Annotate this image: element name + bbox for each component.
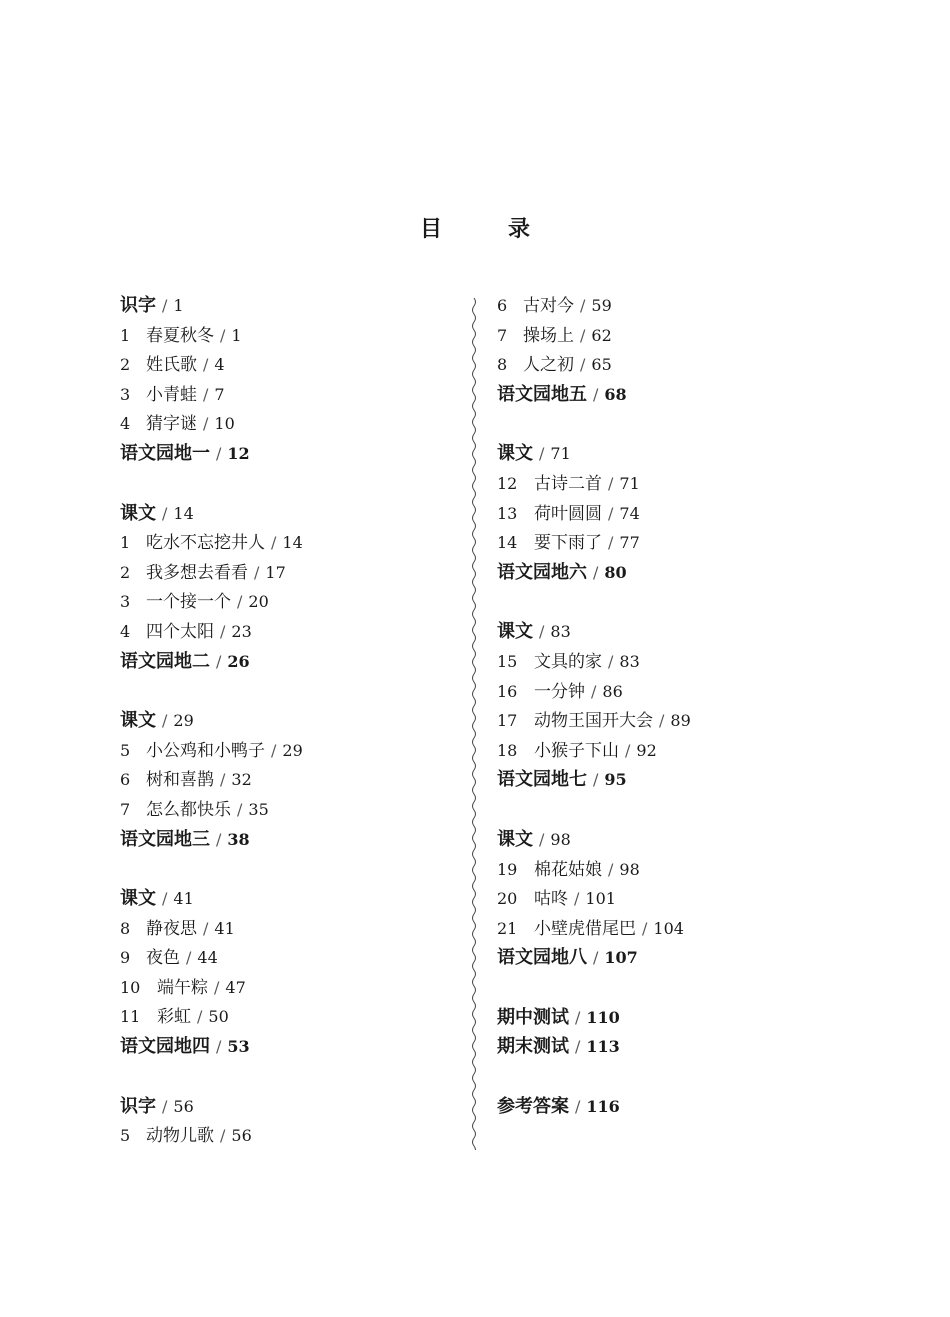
page-separator: / [539, 444, 545, 464]
toc-lesson-entry[interactable] [497, 528, 691, 558]
page-separator: / [539, 829, 545, 849]
lesson-number: 4 [120, 621, 131, 641]
page-separator: / [216, 651, 222, 671]
page-number: 47 [225, 977, 246, 997]
section-title: 课文 [497, 828, 533, 850]
toc-lesson-entry[interactable] [120, 973, 303, 1003]
page-separator: / [216, 1037, 222, 1057]
toc-lesson-entry[interactable] [497, 291, 691, 321]
page-number: 56 [173, 1096, 194, 1116]
page-separator: / [237, 592, 243, 612]
page-number: 4 [214, 355, 225, 375]
toc-unit-review[interactable] [497, 1092, 691, 1122]
page-separator: / [580, 325, 586, 345]
lesson-number: 10 [120, 977, 141, 997]
page-separator: / [197, 1007, 203, 1027]
page-separator: / [608, 859, 614, 879]
page-number: 83 [550, 622, 571, 642]
section-title: 课文 [120, 888, 156, 910]
review-title: 语文园地一 [120, 442, 210, 464]
lesson-title: 树和喜鹊 [146, 770, 214, 791]
lesson-title: 人之初 [523, 355, 574, 376]
lesson-number: 5 [120, 740, 131, 760]
toc-lesson-entry[interactable] [120, 1121, 303, 1151]
lesson-title: 咕咚 [534, 889, 568, 910]
toc-right-column [497, 291, 691, 1122]
toc-section-heading[interactable] [120, 291, 303, 321]
lesson-number: 17 [497, 711, 518, 731]
review-title: 语文园地六 [497, 561, 587, 583]
toc-lesson-entry[interactable] [120, 321, 303, 351]
section-title: 识字 [120, 295, 156, 316]
toc-lesson-entry[interactable] [497, 855, 691, 885]
review-title: 参考答案 [497, 1096, 569, 1118]
lesson-number: 20 [497, 889, 518, 909]
toc-lesson-entry[interactable] [120, 528, 303, 558]
toc-lesson-entry[interactable] [120, 914, 303, 944]
toc-spacer [497, 409, 691, 439]
page-separator: / [220, 770, 226, 790]
page-number: 38 [227, 829, 250, 849]
section-title: 课文 [497, 443, 533, 465]
page-number: 104 [653, 918, 684, 938]
page-number: 17 [265, 562, 286, 582]
page-number: 41 [214, 918, 235, 938]
toc-section-heading[interactable] [120, 1092, 303, 1122]
lesson-number: 16 [497, 681, 518, 701]
page-number: 98 [550, 829, 571, 849]
page-separator: / [220, 621, 226, 641]
lesson-number: 8 [497, 355, 508, 375]
lesson-number: 1 [120, 325, 131, 345]
toc-lesson-entry[interactable] [120, 765, 303, 795]
page-separator: / [580, 355, 586, 375]
page-separator: / [575, 1007, 581, 1027]
page-separator: / [575, 1097, 581, 1117]
toc-lesson-entry[interactable] [120, 558, 303, 588]
lesson-number: 13 [497, 503, 518, 523]
toc-unit-review[interactable] [497, 558, 691, 588]
toc-spacer [497, 1062, 691, 1092]
page-separator: / [574, 889, 580, 909]
toc-lesson-entry[interactable] [497, 499, 691, 529]
page-number: 7 [214, 384, 225, 404]
lesson-number: 3 [120, 592, 131, 612]
lesson-number: 7 [120, 799, 131, 819]
lesson-number: 19 [497, 859, 518, 879]
page-number: 59 [591, 296, 612, 315]
toc-lesson-entry[interactable] [497, 469, 691, 499]
page-number: 14 [173, 503, 194, 523]
review-title: 语文园地三 [120, 828, 210, 850]
page-separator: / [216, 443, 222, 463]
toc-lesson-entry[interactable] [120, 1002, 303, 1032]
page-number: 107 [604, 948, 638, 968]
page-number: 41 [173, 889, 194, 909]
toc-left-column [120, 291, 303, 1151]
toc-unit-review[interactable] [497, 380, 691, 410]
lesson-title: 静夜思 [146, 918, 197, 939]
page-separator: / [162, 503, 168, 523]
page-separator: / [608, 533, 614, 553]
page-number: 71 [550, 444, 571, 464]
page-number: 23 [231, 621, 252, 641]
page-separator: / [593, 562, 599, 582]
lesson-title: 动物儿歌 [146, 1126, 214, 1147]
lesson-title: 小青蛙 [146, 384, 197, 405]
lesson-title: 棉花姑娘 [534, 859, 602, 880]
toc-unit-review[interactable] [120, 1032, 303, 1062]
toc-section-heading[interactable] [120, 499, 303, 529]
lesson-number: 1 [120, 533, 131, 553]
page-number: 26 [227, 651, 250, 671]
lesson-number: 18 [497, 740, 518, 760]
page-number: 44 [197, 948, 218, 968]
lesson-title: 动物王国开大会 [534, 711, 653, 732]
toc-spacer [497, 973, 691, 1003]
section-title: 识字 [120, 1095, 156, 1117]
page-number: 80 [604, 562, 627, 582]
page-separator: / [162, 889, 168, 909]
page-number: 89 [670, 711, 691, 731]
toc-unit-review[interactable] [497, 1003, 691, 1033]
page-separator: / [203, 355, 209, 375]
lesson-title: 我多想去看看 [146, 562, 248, 583]
toc-lesson-entry[interactable] [497, 914, 691, 944]
lesson-title: 荷叶圆圆 [534, 503, 602, 524]
toc-lesson-entry[interactable] [497, 736, 691, 766]
toc-lesson-entry[interactable] [497, 647, 691, 677]
page-number: 110 [586, 1007, 620, 1027]
page-number: 113 [586, 1037, 620, 1057]
toc-section-heading[interactable] [497, 617, 691, 647]
toc-spacer [120, 676, 303, 706]
section-title: 课文 [120, 502, 156, 524]
lesson-title: 吃水不忘挖井人 [146, 533, 265, 554]
page-number: 56 [231, 1126, 252, 1146]
page-separator: / [162, 711, 168, 731]
page-number: 86 [602, 681, 623, 701]
lesson-title: 端午粽 [157, 977, 208, 998]
page-number: 98 [619, 859, 640, 879]
page-number: 20 [248, 592, 269, 612]
lesson-title: 一分钟 [534, 681, 585, 702]
toc-lesson-entry[interactable] [497, 884, 691, 914]
lesson-number: 4 [120, 414, 131, 434]
toc-unit-review[interactable] [497, 943, 691, 973]
page-separator: / [593, 948, 599, 968]
review-title: 期中测试 [497, 1006, 569, 1028]
toc-spacer [497, 587, 691, 617]
page-separator: / [625, 740, 631, 760]
toc-lesson-entry[interactable] [120, 736, 303, 766]
toc-lesson-entry[interactable] [120, 617, 303, 647]
toc-section-heading[interactable] [120, 706, 303, 736]
lesson-number: 3 [120, 384, 131, 404]
page-number: 92 [636, 740, 657, 760]
toc-unit-review[interactable] [120, 825, 303, 855]
page-separator: / [593, 384, 599, 404]
page-number: 83 [619, 651, 640, 671]
review-title: 期末测试 [497, 1036, 569, 1058]
page-number: 1 [231, 325, 242, 345]
page-separator: / [254, 562, 260, 582]
lesson-title: 小壁虎借尾巴 [534, 918, 636, 939]
section-title: 课文 [497, 621, 533, 643]
page-separator: / [608, 473, 614, 493]
page-number: 53 [227, 1037, 250, 1057]
lesson-number: 2 [120, 562, 131, 582]
lesson-title: 彩虹 [157, 1007, 191, 1028]
page-number: 35 [248, 799, 269, 819]
toc-lesson-entry[interactable] [120, 943, 303, 973]
lesson-title: 要下雨了 [534, 533, 602, 554]
lesson-number: 6 [497, 296, 508, 315]
page-number: 12 [227, 443, 250, 463]
page-separator: / [237, 799, 243, 819]
review-title: 语文园地七 [497, 769, 587, 791]
page-separator: / [186, 948, 192, 968]
lesson-title: 操场上 [523, 325, 574, 346]
lesson-number: 12 [497, 473, 518, 493]
toc-lesson-entry[interactable] [497, 350, 691, 380]
page-separator: / [203, 414, 209, 434]
toc-unit-review[interactable] [120, 647, 303, 677]
page-separator: / [539, 622, 545, 642]
toc-lesson-entry[interactable] [497, 677, 691, 707]
review-title: 语文园地二 [120, 650, 210, 672]
toc-spacer [497, 795, 691, 825]
page-separator: / [575, 1037, 581, 1057]
page-number: 29 [282, 740, 303, 760]
page-separator: / [203, 384, 209, 404]
page-number: 95 [604, 770, 627, 790]
page-separator: / [608, 651, 614, 671]
page-separator: / [271, 533, 277, 553]
review-title: 语文园地五 [497, 383, 587, 405]
page-number: 71 [619, 473, 640, 493]
toc-lesson-entry[interactable] [120, 350, 303, 380]
lesson-title: 猜字谜 [146, 414, 197, 435]
lesson-number: 11 [120, 1007, 141, 1027]
toc-lesson-entry[interactable] [120, 380, 303, 410]
review-title: 语文园地八 [497, 947, 587, 969]
lesson-number: 15 [497, 651, 518, 671]
page-separator: / [220, 325, 226, 345]
toc-unit-review[interactable] [497, 765, 691, 795]
page-number: 74 [619, 503, 640, 523]
page-number: 14 [282, 533, 303, 553]
review-title: 语文园地四 [120, 1036, 210, 1058]
lesson-title: 小猴子下山 [534, 740, 619, 761]
page-number: 50 [208, 1007, 229, 1027]
toc-section-heading[interactable] [497, 439, 691, 469]
page-number: 68 [604, 384, 627, 404]
page-separator: / [593, 770, 599, 790]
page-separator: / [214, 977, 220, 997]
lesson-number: 5 [120, 1126, 131, 1146]
page-separator: / [162, 1096, 168, 1116]
page-separator: / [659, 711, 665, 731]
page-number: 29 [173, 711, 194, 731]
toc-section-heading[interactable] [120, 884, 303, 914]
toc-lesson-entry[interactable] [497, 706, 691, 736]
page-separator: / [591, 681, 597, 701]
lesson-number: 9 [120, 948, 131, 968]
page-title: 目 录 [419, 217, 552, 242]
toc-spacer [120, 854, 303, 884]
section-title: 课文 [120, 710, 156, 732]
toc-spacer [120, 1062, 303, 1092]
page-separator: / [216, 829, 222, 849]
page-separator: / [203, 918, 209, 938]
lesson-number: 6 [120, 770, 131, 790]
page-number: 101 [585, 889, 616, 909]
page-separator: / [162, 296, 168, 315]
toc-spacer [120, 469, 303, 499]
lesson-title: 小公鸡和小鸭子 [146, 740, 265, 761]
lesson-number: 7 [497, 325, 508, 345]
page-separator: / [642, 918, 648, 938]
toc-unit-review[interactable] [120, 439, 303, 469]
lesson-title: 一个接一个 [146, 592, 231, 613]
page-number: 1 [173, 296, 184, 315]
toc-lesson-entry[interactable] [120, 587, 303, 617]
lesson-title: 四个太阳 [146, 621, 214, 642]
page-number: 62 [591, 325, 612, 345]
page-number: 116 [586, 1097, 620, 1117]
page-number: 77 [619, 533, 640, 553]
page-separator: / [271, 740, 277, 760]
lesson-title: 古诗二首 [534, 473, 602, 494]
page-separator: / [580, 296, 586, 315]
wavy-column-divider [466, 298, 482, 1150]
lesson-number: 8 [120, 918, 131, 938]
toc-lesson-entry[interactable] [120, 795, 303, 825]
lesson-title: 姓氏歌 [146, 355, 197, 376]
lesson-number: 2 [120, 355, 131, 375]
toc-unit-review[interactable] [497, 1032, 691, 1062]
lesson-title: 夜色 [146, 948, 180, 969]
page-number: 65 [591, 355, 612, 375]
page-number: 10 [214, 414, 235, 434]
lesson-title: 古对今 [523, 296, 574, 316]
lesson-title: 怎么都快乐 [146, 799, 231, 820]
lesson-number: 21 [497, 918, 518, 938]
lesson-number: 14 [497, 533, 518, 553]
page-separator: / [220, 1126, 226, 1146]
lesson-title: 春夏秋冬 [146, 325, 214, 346]
toc-section-heading[interactable] [497, 825, 691, 855]
toc-lesson-entry[interactable] [497, 321, 691, 351]
toc-lesson-entry[interactable] [120, 409, 303, 439]
lesson-title: 文具的家 [534, 651, 602, 672]
page-separator: / [608, 503, 614, 523]
page-number: 32 [231, 770, 252, 790]
